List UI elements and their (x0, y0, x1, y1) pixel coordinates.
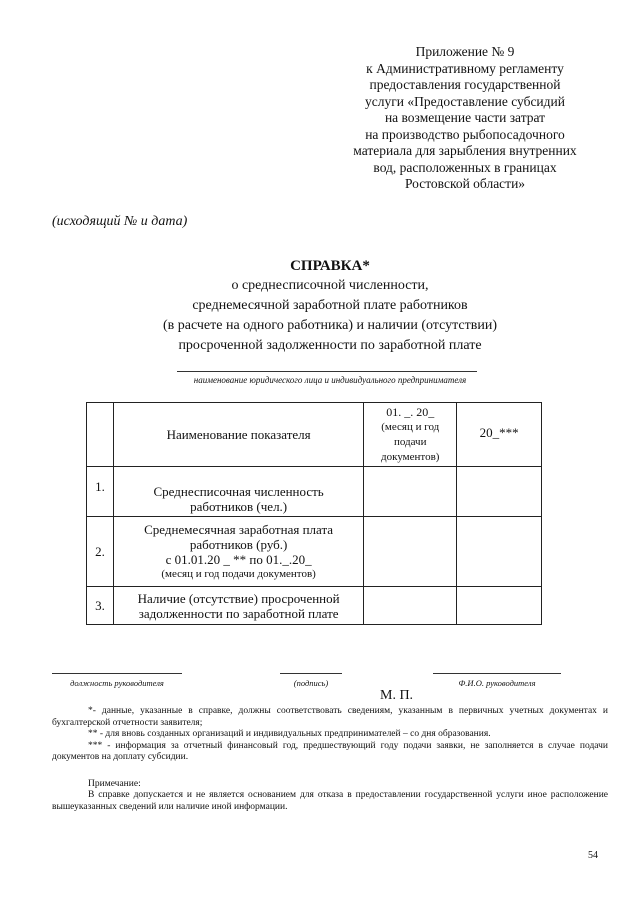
header-period-line: (месяц и год (381, 420, 440, 433)
header-year: 20_*** (479, 425, 519, 440)
appendix-line: Ростовской области» (404, 176, 526, 191)
appendix-line: Приложение № 9 (415, 44, 515, 59)
fio-line (433, 673, 561, 674)
stamp-place: М. П. (380, 688, 414, 703)
row-name (113, 467, 363, 517)
header-period-line: подачи (393, 435, 427, 448)
appendix-line: услуги «Предоставление субсидий (365, 93, 565, 109)
signature-line (280, 673, 342, 674)
indicators-table (86, 402, 542, 625)
appendix-header (330, 44, 600, 193)
table-row (87, 467, 542, 517)
row-value-year[interactable] (457, 587, 542, 625)
document-title: СПРАВКА* (290, 258, 370, 274)
row-num (87, 517, 114, 587)
row-num (87, 587, 114, 625)
subtitle-line: просроченной задолженности по заработной плате (178, 338, 482, 353)
row-name-line: задолженности по заработной плате (138, 605, 339, 621)
entity-name-caption: наименование юридического лица и индивидуального предпринимателя (193, 375, 467, 385)
row-value-period[interactable] (364, 467, 457, 517)
row-name (113, 587, 363, 625)
row-value-year[interactable] (457, 517, 542, 587)
header-period-line: 01. _. 20_ (386, 404, 435, 419)
entity-name-line (177, 371, 477, 372)
header-period-line: документов) (381, 450, 440, 463)
signature-caption: (подпись) (293, 678, 329, 688)
row-value-period[interactable] (364, 517, 457, 587)
row-name-line: с 01.01.20 _ ** по 01._.20_ (165, 551, 312, 567)
fio-caption: Ф.И.О. руководителя (458, 678, 536, 688)
appendix-line: предоставления государственной (369, 77, 561, 92)
row-name-line: работников (чел.) (190, 499, 288, 514)
subtitle-line: о среднесписочной численности, (231, 278, 429, 293)
appendix-line: материала для зарыбления внутренних (353, 143, 577, 158)
header-year-cell (457, 403, 542, 467)
page-number: 54 (588, 850, 598, 861)
note-heading: Примечание: (88, 778, 141, 789)
outgoing-number-date: (исходящий № и дата) (52, 214, 188, 229)
subtitle-line: среднемесячной заработной плате работников (192, 298, 468, 313)
appendix-line: к Административному регламенту (366, 60, 564, 76)
header-num-cell (87, 403, 114, 467)
position-line (52, 673, 182, 674)
row-value-period[interactable] (364, 587, 457, 625)
header-period-cell (364, 403, 457, 467)
appendix-line: на возмещение части затрат (384, 110, 546, 125)
header-name: Наименование показателя (166, 427, 311, 442)
footnote: *- данные, указанные в справке, должны соответствовать сведениям, указанным в первичных учетных документах и бухгалтерской отчетности заявителя; (52, 706, 608, 728)
note-body: В справке допускается и не является основанием для отказа в предоставлении государственной услуги иное расположение вышеуказанных сведений или наличие иной информации. (52, 790, 608, 812)
row-num-text: 1. (95, 479, 105, 494)
position-caption: должность руководителя (70, 678, 164, 688)
appendix-line: на производство рыбопосадочного (365, 126, 565, 142)
table-row (87, 587, 542, 625)
footnote: *** - информация за отчетный финансовый год, предшествующий году подачи заявки, не заполняется в случае подачи документов на доплату субсидии. (52, 740, 608, 762)
row-name (113, 517, 363, 587)
appendix-line: вод, расположенных в границах (373, 159, 557, 175)
row-name-line: Среднемесячная заработная плата (144, 521, 334, 537)
row-name-line: Среднесписочная численность (153, 484, 324, 499)
header-name-cell (113, 403, 363, 467)
row-name-line: Наличие (отсутствие) просроченной (137, 590, 340, 606)
table-header-row (87, 403, 542, 467)
table-row (87, 517, 542, 587)
footnote: ** - для вновь созданных организаций и индивидуальных предпринимателей – со дня образования. (88, 729, 491, 739)
footnotes (52, 706, 608, 813)
row-num (87, 467, 114, 517)
document-title-block (100, 256, 560, 356)
row-name-sub: (месяц и год подачи документов) (161, 567, 316, 580)
row-num-text: 3. (95, 598, 105, 613)
row-num-text: 2. (95, 544, 105, 559)
subtitle-line: (в расчете на одного работника) и наличии (отсутствии) (162, 318, 498, 333)
row-name-line: работников (руб.) (189, 536, 288, 552)
row-value-year[interactable] (457, 467, 542, 517)
